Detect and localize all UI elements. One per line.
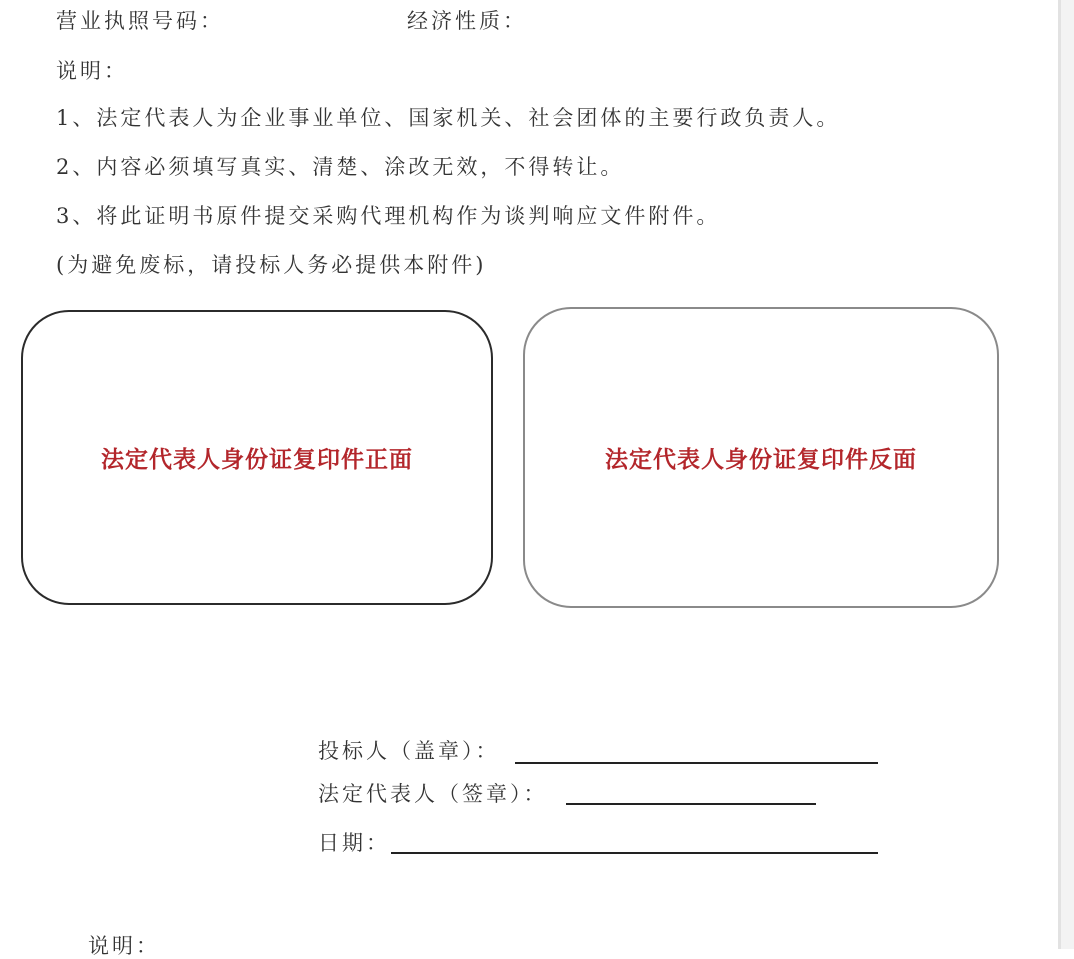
- legal-rep-signature-label: 法定代表人（签章）：: [318, 782, 548, 806]
- legal-rep-signature-field[interactable]: [566, 803, 816, 805]
- footer-notes-title: 说明：: [88, 934, 160, 958]
- notes-title: 说明：: [56, 59, 128, 83]
- economic-nature-label: 经济性质：: [407, 9, 527, 33]
- viewer-gutter: [1061, 0, 1074, 949]
- note-item-1: 1、法定代表人为企业事业单位、国家机关、社会团体的主要行政负责人。: [56, 106, 841, 130]
- bidder-seal-label: 投标人（盖章）：: [318, 739, 500, 763]
- id-card-front-box: [21, 310, 493, 605]
- date-field[interactable]: [391, 852, 878, 854]
- bidder-seal-field[interactable]: [515, 762, 878, 764]
- note-item-3: 3、将此证明书原件提交采购代理机构作为谈判响应文件附件。: [56, 204, 721, 228]
- business-license-label: 营业执照号码：: [56, 9, 224, 33]
- id-card-back-label: 法定代表人身份证复印件反面: [605, 446, 917, 473]
- note-item-2: 2、内容必须填写真实、清楚、涂改无效，不得转让。: [56, 155, 625, 179]
- id-card-back-box: [523, 307, 999, 608]
- id-card-front-label: 法定代表人身份证复印件正面: [101, 446, 413, 473]
- date-label: 日期：: [318, 831, 390, 855]
- reminder-text: (为避免废标，请投标人务必提供本附件): [56, 253, 487, 277]
